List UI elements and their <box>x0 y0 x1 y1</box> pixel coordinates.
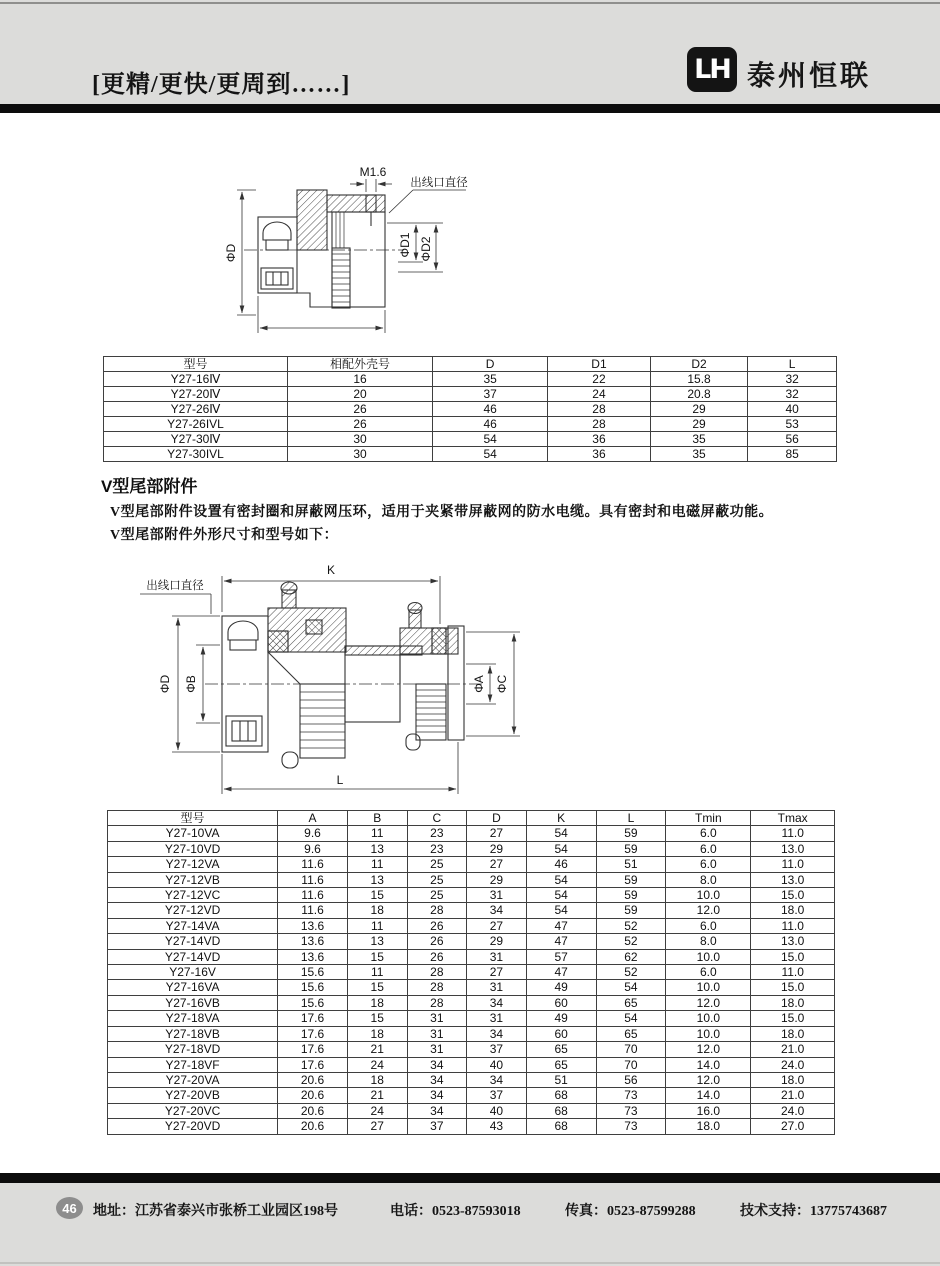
table-cell: 26 <box>407 949 467 964</box>
table-cell: 59 <box>596 826 666 841</box>
table-cell: 17.6 <box>278 1026 348 1041</box>
table-cell: 49 <box>526 1011 596 1026</box>
table-cell: 17.6 <box>278 1011 348 1026</box>
table-cell: 54 <box>526 872 596 887</box>
table-cell: 15 <box>347 980 407 995</box>
table-cell: 31 <box>467 949 527 964</box>
table-cell: 20.6 <box>278 1103 348 1118</box>
table-cell: 20.6 <box>278 1088 348 1103</box>
v-dimensions-table <box>107 810 835 1135</box>
connector-drawing-iv <box>180 150 620 355</box>
table-cell: 31 <box>407 1026 467 1041</box>
table-cell: 15 <box>347 949 407 964</box>
table-cell: 34 <box>467 995 527 1010</box>
table-cell: 65 <box>596 995 666 1010</box>
table-cell: 11.0 <box>751 826 835 841</box>
table-cell: 56 <box>748 432 837 447</box>
table-cell: 8.0 <box>666 872 751 887</box>
table-cell: 12.0 <box>666 1042 751 1057</box>
table-cell: 15.6 <box>278 980 348 995</box>
table-cell: 37 <box>433 387 548 402</box>
table-cell: 13.6 <box>278 934 348 949</box>
table-cell: 73 <box>596 1119 666 1134</box>
table-cell: 23 <box>407 826 467 841</box>
table-cell: 26 <box>407 934 467 949</box>
table-row <box>104 387 837 402</box>
table-cell: 54 <box>526 903 596 918</box>
table-cell: 21.0 <box>751 1088 835 1103</box>
table-cell: 6.0 <box>666 918 751 933</box>
table-cell: 46 <box>526 857 596 872</box>
table-cell: 65 <box>526 1057 596 1072</box>
table-cell: 22 <box>548 372 651 387</box>
table-cell: 18 <box>347 1026 407 1041</box>
phi-d2-label: ΦD2 <box>419 236 433 262</box>
table-row <box>108 872 835 887</box>
table-cell: 10.0 <box>666 949 751 964</box>
table-cell: 20.8 <box>650 387 747 402</box>
table-cell: 10.0 <box>666 1026 751 1041</box>
header-divider-bar <box>0 104 940 113</box>
table-cell: 62 <box>596 949 666 964</box>
table-cell: 23 <box>407 841 467 856</box>
footer-tech-support: 技术支持：13775743687 <box>740 1204 887 1219</box>
table-cell: 18.0 <box>751 995 835 1010</box>
table-cell: 26 <box>287 402 432 417</box>
table-cell: 15.6 <box>278 995 348 1010</box>
table-row <box>104 372 837 387</box>
table-cell: 59 <box>596 841 666 856</box>
table-cell: 15.0 <box>751 980 835 995</box>
outlet-diameter-label: 出线口直径 <box>410 177 468 189</box>
table-cell: 14.0 <box>666 1057 751 1072</box>
table-cell: 18.0 <box>751 1072 835 1087</box>
table-cell: Y27-12VC <box>108 888 278 903</box>
table-cell: 68 <box>526 1103 596 1118</box>
table-row <box>108 841 835 856</box>
table-row <box>108 888 835 903</box>
table-row <box>108 965 835 980</box>
table-cell: 34 <box>467 1026 527 1041</box>
table-cell: Y27-20Ⅳ <box>104 387 288 402</box>
table-cell: 27 <box>467 826 527 841</box>
table-row <box>104 402 837 417</box>
column-header: A <box>278 811 348 826</box>
drawing2-body <box>205 582 482 768</box>
table-cell: 32 <box>748 387 837 402</box>
table-cell: 17.6 <box>278 1042 348 1057</box>
table-cell: 36 <box>548 447 651 462</box>
table-cell: 54 <box>596 980 666 995</box>
table-cell: 13 <box>347 934 407 949</box>
brand-name: 泰州恒联 <box>747 60 872 91</box>
table-row <box>108 1026 835 1041</box>
table-cell: Y27-20VB <box>108 1088 278 1103</box>
column-header: 相配外壳号 <box>287 357 432 372</box>
table-cell: 29 <box>650 402 747 417</box>
table-cell: 20 <box>287 387 432 402</box>
table-cell: 65 <box>526 1042 596 1057</box>
section-description-line2: V型尾部附件外形尺寸和型号如下： <box>110 528 339 543</box>
table-cell: 59 <box>596 888 666 903</box>
table-cell: 34 <box>467 1072 527 1087</box>
table-cell: 31 <box>467 980 527 995</box>
table-cell: 34 <box>407 1103 467 1118</box>
table-cell: 30 <box>287 432 432 447</box>
table-row <box>104 447 837 462</box>
table-cell: 25 <box>407 857 467 872</box>
table-cell: 12.0 <box>666 1072 751 1087</box>
drawing2-labels <box>146 563 509 787</box>
table-cell: Y27-26Ⅳ <box>104 402 288 417</box>
column-header: B <box>347 811 407 826</box>
table-cell: 21.0 <box>751 1042 835 1057</box>
table-cell: 11.6 <box>278 903 348 918</box>
page-bottom-edge <box>0 1262 940 1264</box>
phi-a-label: ΦA <box>472 675 486 693</box>
table-cell: 73 <box>596 1088 666 1103</box>
table-cell: 31 <box>467 1011 527 1026</box>
page-top-edge <box>0 2 940 4</box>
table-cell: 11.0 <box>751 857 835 872</box>
column-header: D <box>433 357 548 372</box>
table-cell: 52 <box>596 918 666 933</box>
table-row <box>108 918 835 933</box>
table-row <box>108 1072 835 1087</box>
table-cell: 31 <box>407 1011 467 1026</box>
table-cell: 15.6 <box>278 965 348 980</box>
table-cell: 15 <box>347 1011 407 1026</box>
table-cell: 49 <box>526 980 596 995</box>
page-number: 46 <box>62 1200 77 1216</box>
table-cell: 27 <box>347 1119 407 1134</box>
phi-c-label: ΦC <box>495 674 509 694</box>
table-cell: 47 <box>526 965 596 980</box>
table-cell: 34 <box>467 903 527 918</box>
table-cell: 26 <box>407 918 467 933</box>
table-cell: 10.0 <box>666 980 751 995</box>
table-cell: 27 <box>467 857 527 872</box>
table-cell: 15.0 <box>751 949 835 964</box>
table-cell: 54 <box>433 432 548 447</box>
table-cell: 59 <box>596 872 666 887</box>
table-cell: 13.0 <box>751 872 835 887</box>
table-row <box>104 432 837 447</box>
logo-initials: LH <box>694 54 730 85</box>
table-cell: 18.0 <box>751 1026 835 1041</box>
table-cell: 60 <box>526 1026 596 1041</box>
table-cell: 25 <box>407 872 467 887</box>
table-cell: 47 <box>526 918 596 933</box>
table-row <box>108 1103 835 1118</box>
table-cell: Y27-16Ⅳ <box>104 372 288 387</box>
column-header: C <box>407 811 467 826</box>
table-row <box>108 826 835 841</box>
table-cell: 52 <box>596 965 666 980</box>
table-cell: 12.0 <box>666 995 751 1010</box>
table-cell: 15.0 <box>751 888 835 903</box>
table-cell: Y27-12VB <box>108 872 278 887</box>
table-cell: Y27-10VD <box>108 841 278 856</box>
table-cell: 51 <box>526 1072 596 1087</box>
table-cell: 8.0 <box>666 934 751 949</box>
table-cell: Y27-20VA <box>108 1072 278 1087</box>
table-cell: 18 <box>347 903 407 918</box>
table-cell: 18 <box>347 995 407 1010</box>
k-dim-label: K <box>326 563 336 577</box>
table-cell: 29 <box>467 841 527 856</box>
table-cell: 15.0 <box>751 1011 835 1026</box>
table-cell: 47 <box>526 934 596 949</box>
table-cell: 60 <box>526 995 596 1010</box>
table-row <box>108 857 835 872</box>
table-cell: Y27-14VA <box>108 918 278 933</box>
table-cell: 30 <box>287 447 432 462</box>
table-cell: 16 <box>287 372 432 387</box>
table-cell: 46 <box>433 402 548 417</box>
table-cell: 6.0 <box>666 841 751 856</box>
phi-d-label: ΦD <box>224 243 238 263</box>
phi-b-label: ΦB <box>184 675 198 693</box>
table-cell: Y27-10VA <box>108 826 278 841</box>
table-cell: 29 <box>467 872 527 887</box>
column-header: D <box>467 811 527 826</box>
outlet-diameter-label: 出线口直径 <box>146 580 204 592</box>
table-cell: 36 <box>548 432 651 447</box>
column-header: L <box>748 357 837 372</box>
thread-dim-label: M1.6 <box>359 165 387 179</box>
table-cell: 6.0 <box>666 857 751 872</box>
table-cell: 11.6 <box>278 872 348 887</box>
table-cell: 34 <box>407 1088 467 1103</box>
table-cell: 31 <box>407 1042 467 1057</box>
table-cell: Y27-20VC <box>108 1103 278 1118</box>
table-cell: Y27-16V <box>108 965 278 980</box>
table-row <box>108 934 835 949</box>
table-cell: 70 <box>596 1042 666 1057</box>
table-cell: Y27-16VA <box>108 980 278 995</box>
iv-dimensions-table <box>103 356 837 462</box>
table-cell: 13 <box>347 872 407 887</box>
table-cell: 85 <box>748 447 837 462</box>
table-cell: 20.6 <box>278 1072 348 1087</box>
table-cell: 34 <box>407 1072 467 1087</box>
drawing1-body <box>244 190 404 308</box>
table-cell: 27 <box>467 918 527 933</box>
table-row <box>108 903 835 918</box>
footer-divider-bar <box>0 1173 940 1183</box>
l-dim-label: L <box>336 773 344 787</box>
table-cell: 11 <box>347 857 407 872</box>
table-cell: 28 <box>548 417 651 432</box>
table-cell: 53 <box>748 417 837 432</box>
table-cell: Y27-18VB <box>108 1026 278 1041</box>
table-header-row <box>104 357 837 372</box>
table-cell: Y27-12VA <box>108 857 278 872</box>
phi-d-label: ΦD <box>158 674 172 694</box>
table-cell: 68 <box>526 1088 596 1103</box>
section-description-line1: V型尾部附件设置有密封圈和屏蔽网压环，适用于夹紧带屏蔽网的防水电缆。具有密封和电磁屏蔽功能。 <box>110 505 774 520</box>
table-cell: 35 <box>433 372 548 387</box>
table-cell: 28 <box>407 980 467 995</box>
table-cell: Y27-30IVL <box>104 447 288 462</box>
table-cell: Y27-12VD <box>108 903 278 918</box>
table-row <box>108 1042 835 1057</box>
table-cell: 18.0 <box>751 903 835 918</box>
table-cell: 21 <box>347 1088 407 1103</box>
table-cell: 20.6 <box>278 1119 348 1134</box>
table-cell: 28 <box>407 965 467 980</box>
table-cell: 25 <box>407 888 467 903</box>
table-cell: 18 <box>347 1072 407 1087</box>
table-cell: 13.6 <box>278 918 348 933</box>
table-cell: Y27-14VD <box>108 934 278 949</box>
table-cell: 26 <box>287 417 432 432</box>
footer-address: 地址：江苏省泰兴市张桥工业园区198号 <box>93 1204 338 1219</box>
table-header-row <box>108 811 835 826</box>
table-cell: Y27-18VD <box>108 1042 278 1057</box>
table-cell: Y27-16VB <box>108 995 278 1010</box>
table-cell: Y27-18VF <box>108 1057 278 1072</box>
table-cell: 40 <box>467 1103 527 1118</box>
table-row <box>104 417 837 432</box>
table-row <box>108 949 835 964</box>
table-cell: 54 <box>526 841 596 856</box>
table-cell: 29 <box>467 934 527 949</box>
table-cell: 28 <box>548 402 651 417</box>
table-cell: 37 <box>407 1119 467 1134</box>
table-cell: 57 <box>526 949 596 964</box>
table-cell: 46 <box>433 417 548 432</box>
page-number-badge <box>56 1197 83 1219</box>
table-cell: 13.0 <box>751 934 835 949</box>
table-cell: 40 <box>748 402 837 417</box>
table-cell: 15.8 <box>650 372 747 387</box>
table-cell: 27 <box>467 965 527 980</box>
connector-drawing-v <box>110 556 550 806</box>
table-cell: 18.0 <box>666 1119 751 1134</box>
table-cell: 10.0 <box>666 1011 751 1026</box>
column-header: Tmax <box>751 811 835 826</box>
table-cell: 24.0 <box>751 1057 835 1072</box>
table-cell: 27.0 <box>751 1119 835 1134</box>
table-cell: 54 <box>433 447 548 462</box>
phi-d1-label: ΦD1 <box>398 232 412 258</box>
table-cell: 54 <box>526 888 596 903</box>
column-header: D1 <box>548 357 651 372</box>
table-cell: 17.6 <box>278 1057 348 1072</box>
column-header: Tmin <box>666 811 751 826</box>
table-cell: 28 <box>407 903 467 918</box>
table-cell: 24 <box>548 387 651 402</box>
table-cell: 65 <box>596 1026 666 1041</box>
table-cell: 10.0 <box>666 888 751 903</box>
table-cell: Y27-30Ⅳ <box>104 432 288 447</box>
table-row <box>108 995 835 1010</box>
table-cell: 9.6 <box>278 841 348 856</box>
column-header: 型号 <box>108 811 278 826</box>
table-cell: 13 <box>347 841 407 856</box>
lh-logo-icon <box>687 47 737 92</box>
table-cell: Y27-26IVL <box>104 417 288 432</box>
section-title-v-tail: V型尾部附件 <box>101 477 198 496</box>
table-cell: 34 <box>407 1057 467 1072</box>
table-cell: 35 <box>650 447 747 462</box>
table-cell: 59 <box>596 903 666 918</box>
table-cell: 11.6 <box>278 857 348 872</box>
table-cell: 24 <box>347 1103 407 1118</box>
table-cell: 32 <box>748 372 837 387</box>
table-cell: 11.6 <box>278 888 348 903</box>
table-cell: 29 <box>650 417 747 432</box>
footer-fax: 传真：0523-87599288 <box>565 1204 696 1219</box>
table-cell: 35 <box>650 432 747 447</box>
table-cell: Y27-20VD <box>108 1119 278 1134</box>
table-cell: 40 <box>467 1057 527 1072</box>
table-cell: 15 <box>347 888 407 903</box>
table-cell: 24.0 <box>751 1103 835 1118</box>
table-cell: 14.0 <box>666 1088 751 1103</box>
table-cell: 43 <box>467 1119 527 1134</box>
table-cell: 31 <box>467 888 527 903</box>
table-cell: 54 <box>526 826 596 841</box>
table-cell: 56 <box>596 1072 666 1087</box>
table-cell: Y27-14VD <box>108 949 278 964</box>
table-cell: 13.6 <box>278 949 348 964</box>
table-cell: 37 <box>467 1042 527 1057</box>
header-slogan: [更精/更快/更周到……] <box>92 72 351 98</box>
table-cell: 68 <box>526 1119 596 1134</box>
column-header: 型号 <box>104 357 288 372</box>
table-cell: 16.0 <box>666 1103 751 1118</box>
table-cell: 37 <box>467 1088 527 1103</box>
table-cell: 9.6 <box>278 826 348 841</box>
column-header: K <box>526 811 596 826</box>
table-cell: 11 <box>347 918 407 933</box>
table-cell: Y27-18VA <box>108 1011 278 1026</box>
table-cell: 52 <box>596 934 666 949</box>
table-row <box>108 1088 835 1103</box>
table-cell: 28 <box>407 995 467 1010</box>
table-row <box>108 1057 835 1072</box>
table-cell: 11.0 <box>751 965 835 980</box>
table-row <box>108 1011 835 1026</box>
column-header: L <box>596 811 666 826</box>
table-row <box>108 1119 835 1134</box>
table-cell: 11 <box>347 965 407 980</box>
column-header: D2 <box>650 357 747 372</box>
table-cell: 54 <box>596 1011 666 1026</box>
table-cell: 6.0 <box>666 965 751 980</box>
table-cell: 24 <box>347 1057 407 1072</box>
table-cell: 11 <box>347 826 407 841</box>
table-cell: 13.0 <box>751 841 835 856</box>
table-cell: 73 <box>596 1103 666 1118</box>
table-cell: 51 <box>596 857 666 872</box>
footer-phone: 电话：0523-87593018 <box>390 1204 521 1219</box>
table-cell: 6.0 <box>666 826 751 841</box>
table-cell: 21 <box>347 1042 407 1057</box>
table-row <box>108 980 835 995</box>
table-cell: 11.0 <box>751 918 835 933</box>
table-cell: 12.0 <box>666 903 751 918</box>
table-cell: 70 <box>596 1057 666 1072</box>
